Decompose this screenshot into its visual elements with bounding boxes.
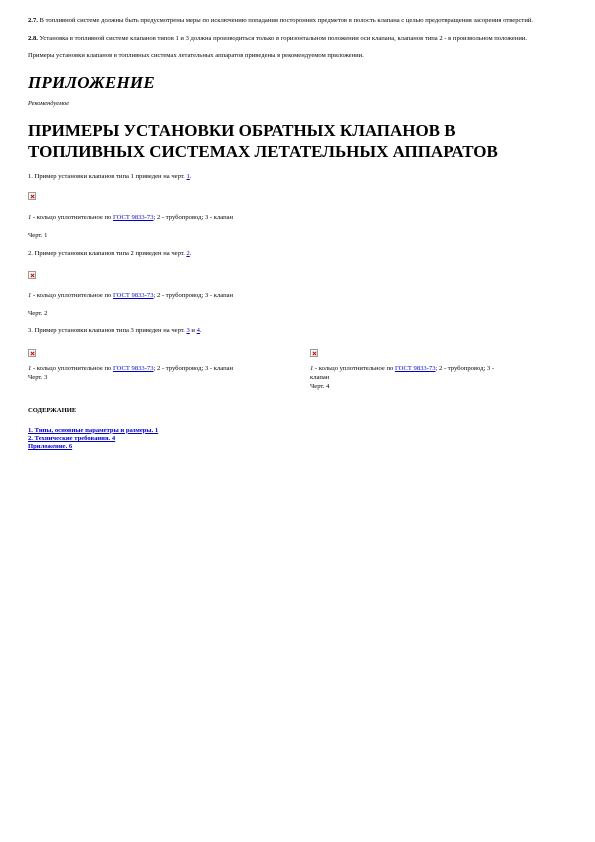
paragraph-2-7: [28, 16, 568, 26]
chart-label: Черт. 2: [28, 309, 48, 317]
gost-link[interactable]: ГОСТ 9833-73: [394, 364, 436, 372]
paragraph-2-8: [28, 34, 568, 44]
example-1: [28, 172, 568, 241]
example-3: [28, 326, 568, 391]
figure-caption: 1 - кольцо уплотнительное по ГОСТ 9833-73; 2 - трубопровод; 3 - клапан: [28, 364, 234, 372]
example-text: 3. Пример установки клапанов типа 3 приведен на черт. 3 и 4.: [28, 326, 202, 334]
appendix-heading: ПРИЛОЖЕНИЕ: [28, 72, 155, 92]
appendix-title-line-1: ПРИМЕРЫ УСТАНОВКИ ОБРАТНЫХ КЛАПАНОВ В: [28, 120, 456, 140]
figure-caption: 1 - кольцо уплотнительное по ГОСТ 9833-73; 2 - трубопровод; 3 - клапан: [28, 291, 234, 299]
paragraph-examples-note: Примеры установки клапанов в топливных системах летательных аппаратов приведены в рекомендуемом приложении.: [28, 52, 364, 60]
toc-item-appendix[interactable]: Приложение. 6: [28, 443, 73, 451]
appendix-recommended-label: Рекомендуемое: [28, 99, 70, 107]
chart-link-1[interactable]: 1: [186, 172, 190, 180]
gost-link[interactable]: ГОСТ 9833-73: [112, 364, 154, 372]
toc-item-requirements[interactable]: 2. Технические требования. 4: [28, 434, 116, 442]
chart-label: Черт. 4: [310, 382, 330, 390]
paragraph-number: 2.7.: [28, 17, 38, 24]
broken-image-icon: [310, 349, 318, 357]
toc-heading: СОДЕРЖАНИЕ: [28, 406, 77, 414]
chart-label: Черт. 1: [28, 232, 48, 240]
broken-image-icon: [28, 271, 36, 279]
table-of-contents: [28, 406, 568, 452]
appendix-title: [28, 120, 568, 162]
broken-image-icon: [28, 192, 36, 200]
chart-link-2[interactable]: 2: [186, 250, 190, 258]
figure-3: [28, 344, 310, 391]
figures-row: [28, 344, 568, 391]
document-page: [28, 16, 568, 452]
chart-label: Черт. 3: [28, 373, 48, 381]
broken-image-icon: [28, 349, 36, 357]
chart-link-4[interactable]: 4: [196, 326, 200, 334]
paragraph-number: 2.8.: [28, 34, 38, 42]
paragraph-text: В топливной системе должны быть предусмотрены меры по исключению попадания посторонних предметов в полость клапана с целью предотвращения засорения отверстий.: [39, 17, 534, 24]
example-text: 1. Пример установки клапанов типа 1 приведен на черт. 1.: [28, 172, 192, 180]
gost-link[interactable]: ГОСТ 9833-73: [112, 214, 154, 222]
example-text: 2. Пример установки клапанов типа 2 приведен на черт. 2.: [28, 250, 192, 258]
paragraph-text: Установка в топливной системе клапанов типов 1 и 3 должна производиться только в горизонтальном положении оси клапана, клапанов типа 2 - в произвольном положении.: [39, 34, 528, 42]
toc-item-types[interactable]: 1. Типы, основные параметры и размеры. 1: [28, 426, 159, 434]
appendix-title-line-2: ТОПЛИВНЫХ СИСТЕМАХ ЛЕТАТЕЛЬНЫХ АППАРАТОВ: [28, 141, 498, 161]
example-2: [28, 249, 568, 318]
figure-4: [310, 344, 568, 391]
figure-caption: 1 - кольцо уплотнительное по ГОСТ 9833-73; 2 - трубопровод; 3 - клапан: [310, 364, 495, 381]
figure-caption: 1 - кольцо уплотнительное по ГОСТ 9833-73; 2 - трубопровод; 3 - клапан: [28, 214, 234, 222]
chart-link-3[interactable]: 3: [186, 326, 190, 334]
gost-link[interactable]: ГОСТ 9833-73: [112, 291, 154, 299]
